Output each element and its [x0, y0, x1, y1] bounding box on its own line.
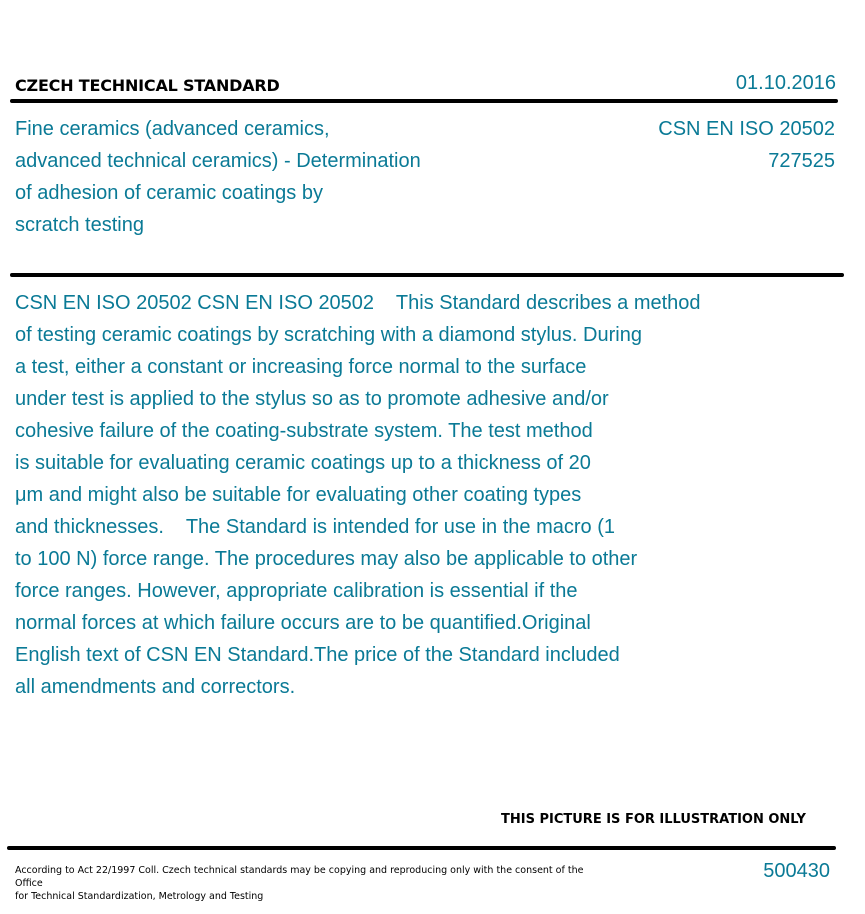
description-line: all amendments and correctors. — [15, 676, 296, 698]
legal-notice — [15, 864, 585, 903]
description-line: cohesive failure of the coating-substrate system. The test method — [15, 420, 593, 442]
standard-title-line: scratch testing — [15, 214, 144, 236]
description-line: English text of CSN EN Standard.The price of the Standard included — [15, 644, 620, 666]
header-divider — [10, 99, 838, 103]
standard-title-line: of adhesion of ceramic coatings by — [15, 182, 323, 204]
description-line: is suitable for evaluating ceramic coatings up to a thickness of 20 — [15, 452, 591, 474]
description-line: force ranges. However, appropriate calibration is essential if the — [15, 580, 578, 602]
footer-divider — [7, 846, 836, 850]
publication-date: 01.10.2016 — [735, 72, 836, 94]
standard-title — [15, 113, 475, 241]
legal-notice-line: for Technical Standardization, Metrology and Testing — [15, 891, 264, 902]
description-line: CSN EN ISO 20502 CSN EN ISO 20502 This Standard describes a method — [15, 292, 701, 314]
document-number: 500430 — [763, 860, 830, 882]
description-line: a test, either a constant or increasing force normal to the surface — [15, 356, 587, 378]
description-line: of testing ceramic coatings by scratching with a diamond stylus. During — [15, 324, 642, 346]
standard-code: CSN EN ISO 20502 — [658, 118, 835, 140]
description-line: to 100 N) force range. The procedures may also be applicable to other — [15, 548, 638, 570]
description-line: normal forces at which failure occurs are to be quantified.Original — [15, 612, 591, 634]
description-line: μm and might also be suitable for evaluating other coating types — [15, 484, 582, 506]
standard-title-line: advanced technical ceramics) - Determination — [15, 150, 421, 172]
standard-identifiers — [658, 113, 835, 177]
standard-title-line: Fine ceramics (advanced ceramics, — [15, 118, 330, 140]
standard-description — [15, 287, 765, 703]
description-line: and thicknesses. The Standard is intended for use in the macro (1 — [15, 516, 615, 538]
document-type-title: CZECH TECHNICAL STANDARD — [15, 76, 280, 95]
description-line: under test is applied to the stylus so as to promote adhesive and/or — [15, 388, 609, 410]
catalog-number: 727525 — [768, 150, 835, 172]
legal-notice-line: According to Act 22/1997 Coll. Czech technical standards may be copying and reproducing only with the consent of the Office — [15, 865, 584, 889]
title-divider — [10, 273, 844, 277]
illustration-disclaimer: THIS PICTURE IS FOR ILLUSTRATION ONLY — [501, 812, 806, 827]
